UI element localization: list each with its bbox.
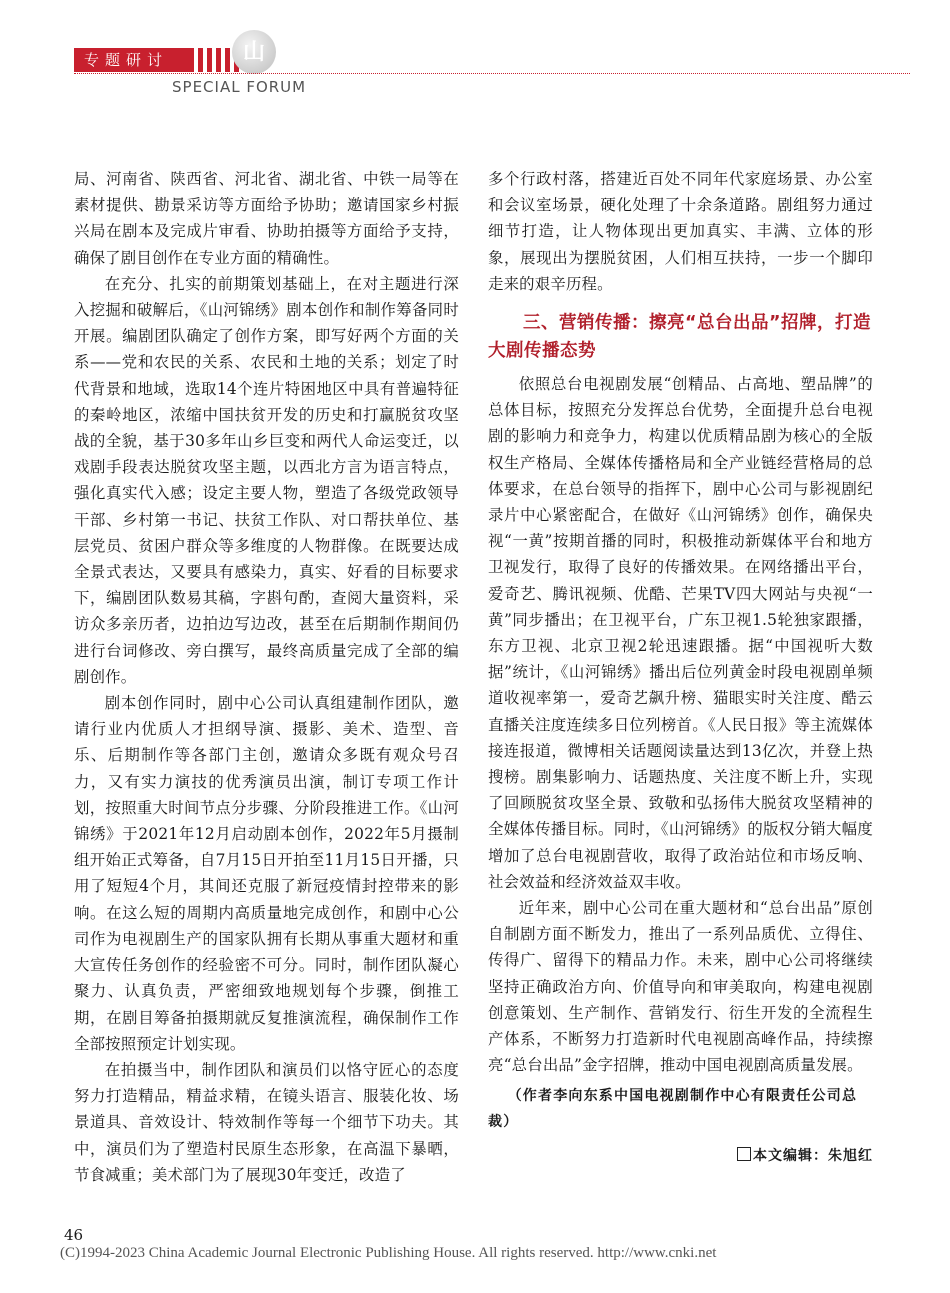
paragraph: 近年来，剧中心公司在重大题材和“总台出品”原创自制剧方面不断发力，推出了一系列品质优、立得住、传得广、留得下的精品力作。未来，剧中心公司将继续坚持正确政治方向、价值导向和审美取向，构建电视剧创意策划、生产制作、营销发行、衍生开发的全流程生产体系，不断努力打造新时代电视剧高峰作品，持续擦亮“总台出品”金字招牌，推动中国电视剧高质量发展。 <box>488 899 873 1075</box>
stripe <box>207 48 212 72</box>
paragraph: 剧本创作同时，剧中心公司认真组建制作团队，邀请行业内优质人才担纲导演、摄影、美术、造型、音乐、后期制作等各部门主创，邀请众多既有观众号召力，又有实力演技的优秀演员出演，制订专项工作计划，按照重大时间节点分步骤、分阶段推进工作。《山河锦绣》于2021年12月启动剧本创作，2022年5月摄制组开始正式筹备，自7月15日开拍至11月15日开播，只用了短短4个月，其间还克服了新冠疫情封控带来的影响。在这么短的周期内高质量地完成创作，和剧中心公司作为电视剧生产的国家队拥有长期从事重大题材和重大宣传任务创作的经验密不可分。同时，制作团队凝心聚力、认真负责，严密细致地规划每个步骤，倒推工期，在剧目筹备拍摄期就反复推演流程，确保制作工作全部按照预定计划实现。 <box>74 694 459 1053</box>
paragraph: 局、河南省、陕西省、河北省、湖北省、中铁一局等在素材提供、勘景采访等方面给予协助；邀请国家乡村振兴局在剧本及完成片审看、协助拍摄等方面给予支持，确保了剧目创作在专业方面的精确性。 <box>74 170 459 267</box>
paragraph: 在拍摄当中，制作团队和演员们以恪守匠心的态度努力打造精品，精益求精，在镜头语言、服装化妆、场景道具、音效设计、特效制作等每一个细节下功夫。其中，演员们为了塑造村民原生态形象，在高温下暴晒，节食减重；美术部门为了展现30年变迁，改造了 <box>74 1060 459 1184</box>
stripe <box>216 48 221 72</box>
paragraph: 依照总台电视剧发展“创精品、占高地、塑品牌”的总体目标，按照充分发挥总台优势，全面提升总台电视剧的影响力和竞争力，构建以优质精品剧为核心的全版权生产格局、全媒体传播格局和全产业链经营格局的总体要求，在总台领导的指挥下，剧中心公司与影视剧纪录片中心紧密配合，在做好《山河锦绣》创作，确保央视“一黄”按期首播的同时，积极推动新媒体平台和地方卫视发行，取得了良好的传播效果。在网络播出平台，爱奇艺、腾讯视频、优酷、芒果TV四大网站与央视“一黄”同步播出；在卫视平台，广东卫视1.5轮独家跟播，东方卫视、北京卫视2轮迅速跟播。据“中国视听大数据”统计，《山河锦绣》播出后位列黄金时段电视剧单频道收视率第一，爱奇艺飙升榜、猫眼实时关注度、酷云直播关注度连续多日位列榜首。《人民日报》等主流媒体接连报道，微博相关话题阅读量达到13亿次，并登上热搜榜。剧集影响力、话题热度、关注度不断上升，实现了回顾脱贫攻坚全景、致敬和弘扬伟大脱贫攻坚精神的全媒体传播目标。同时，《山河锦绣》的版权分销大幅度增加了总台电视剧营收，取得了政治站位和市场反响、社会效益和经济效益双丰收。 <box>488 375 873 891</box>
editor-credit <box>488 1145 873 1165</box>
section-heading: 三、营销传播：擦亮“总台出品”招牌，打造大剧传播态势 <box>488 313 872 362</box>
header-rule <box>74 73 910 74</box>
section-label: 专题研讨 <box>74 48 194 72</box>
journal-logo-icon: 山 <box>232 30 276 74</box>
left-column <box>74 166 459 1188</box>
page-number: 46 <box>64 1226 84 1244</box>
right-column <box>488 166 873 1165</box>
paragraph: 多个行政村落，搭建近百处不同年代家庭场景、办公室和会议室场景，硬化处理了十余条道路。剧组努力通过细节打造，让人物体现出更加真实、丰满、立体的形象，展现出为摆脱贫困，人们相互扶持，一步一个脚印走来的艰辛历程。 <box>488 170 873 293</box>
paragraph: 在充分、扎实的前期策划基础上，在对主题进行深入挖掘和破解后，《山河锦绣》剧本创作和制作筹备同时开展。编剧团队确定了创作方案，即写好两个方面的关系——党和农民的关系、农民和土地的关系；划定了时代背景和地域，选取14个连片特困地区中具有普遍特征的秦岭地区，浓缩中国扶贫开发的历史和打赢脱贫攻坚战的全貌，基于30多年山乡巨变和两代人命运变迁，以戏剧手段表达脱贫攻坚主题，以西北方言为语言特点，强化真实代入感；设定主要人物，塑造了各级党政领导干部、乡村第一书记、扶贫工作队、对口帮扶单位、基层党员、贫困户群众等多维度的人物群像。在既要达成全景式表达，又要具有感染力，真实、好看的目标要求下，编剧团队数易其稿，字斟句酌，查阅大量资料，采访众多亲历者，边拍边写边改，甚至在后期制作期间仍进行台词修改、旁白撰写，最终高质量完成了全部的编剧创作。 <box>74 274 459 686</box>
editor-name: 本文编辑：朱旭红 <box>753 1147 873 1164</box>
copyright-line: (C)1994-2023 China Academic Journal Electronic Publishing House. All rights reserved. http://www.cnki.net <box>60 1245 717 1261</box>
section-label-en: SPECIAL FORUM <box>172 78 307 96</box>
stripe <box>225 48 230 72</box>
stripe <box>198 48 203 72</box>
author-note: （作者李向东系中国电视剧制作中心有限责任公司总裁） <box>488 1087 858 1130</box>
square-icon <box>737 1147 751 1161</box>
